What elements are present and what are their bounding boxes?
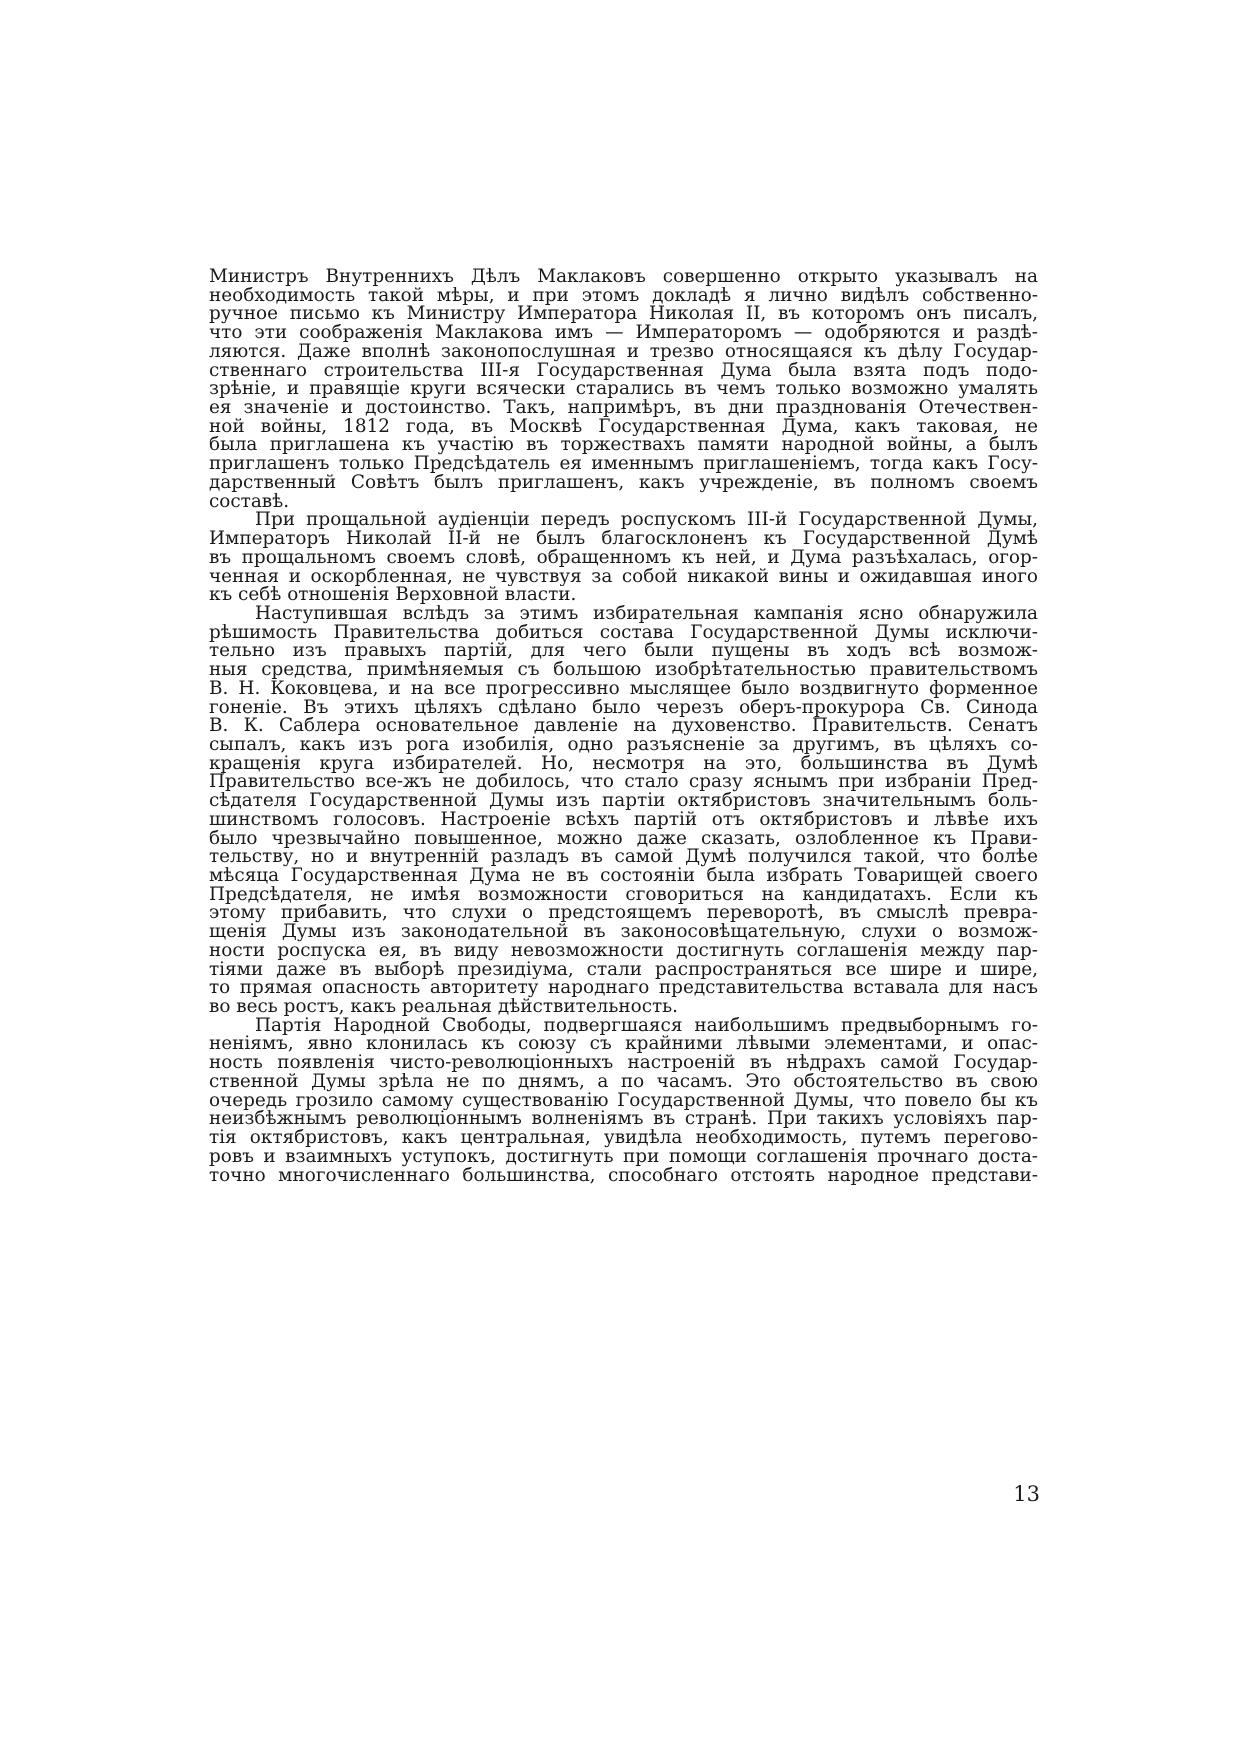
text-line: была приглашена къ участію въ торжествахъ памяти народной войны, а былъ: [209, 436, 1038, 456]
text-line: кращенія круга избирателей. Но, несмотря на это, большинства въ Думѣ: [209, 754, 1038, 774]
paragraph: [209, 511, 1038, 605]
text-line: Партія Народной Свободы, подвергшаяся наибольшимъ предвыборнымъ го-: [255, 1016, 1038, 1036]
text-line: Наступившая вслѣдъ за этимъ избирательная кампанія ясно обнаружила: [255, 604, 1038, 624]
text-line: щенія Думы изъ законодательной въ законосовѣщательную, слухи о возмож-: [209, 923, 1038, 942]
text-line: во весь ростъ, какъ реальная дѣйствительность.: [209, 998, 679, 1017]
text-line: рѣшимость Правительства добиться состава Государственной Думы исключи-: [209, 623, 1038, 643]
text-line: было чрезвычайно повышенное, можно даже сказать, озлобленное къ Прави-: [209, 829, 1038, 849]
text-line: что эти соображенія Маклакова имъ — Императоромъ — одобряются и раздѣ-: [209, 324, 1038, 343]
text-line: этому прибавить, что слухи о предстоящемъ переворотѣ, въ смыслѣ превра-: [209, 904, 1038, 924]
text-line: ручное письмо къ Министру Императора Николая II, въ которомъ онъ писалъ,: [209, 305, 1038, 325]
text-line: ной войны, 1812 года, въ Москвѣ Государственная Дума, какъ таковая, не: [209, 417, 1038, 437]
text-line: неніямъ, явно клонилась къ союзу съ крайними лѣвыми элементами, и опас-: [209, 1035, 1038, 1055]
text-line: гоненіе. Въ этихъ цѣляхъ сдѣлано было черезъ оберъ-прокурора Св. Синода: [209, 698, 1038, 718]
text-line: Министръ Внутреннихъ Дѣлъ Маклаковъ совершенно открыто указывалъ на: [209, 268, 1038, 287]
text-line: ея значеніе и достоинство. Такъ, напримѣръ, въ дни празднованія Отечествен-: [209, 399, 1038, 418]
text-line: При прощальной аудіенціи передъ роспускомъ III-й Государственной Думы,: [255, 511, 1038, 531]
text-line: неизбѣжнымъ революціоннымъ волненіямъ въ странѣ. При такихъ условіяхъ пар-: [209, 1110, 1038, 1130]
text-line: Императоръ Николай II-й не былъ благосклоненъ къ Государственной Думѣ: [209, 530, 1038, 549]
text-line: тельно изъ правыхъ партій, для чего были пущены въ ходъ всѣ возмож-: [209, 642, 1038, 662]
text-line: составѣ.: [209, 492, 290, 512]
text-line: приглашенъ только Предсѣдатель ея именнымъ приглашеніемъ, тогда какъ Госу-: [209, 455, 1038, 474]
text-line: точно многочисленнаго большинства, способнаго отстоять народное представи-: [209, 1166, 1038, 1186]
text-line: Правительство все-жъ не добилось, что стало сразу яснымъ при избраніи Пред-: [209, 773, 1038, 793]
text-line: дарственный Совѣтъ былъ приглашенъ, какъ учрежденіе, въ полномъ своемъ: [209, 473, 1038, 493]
text-line: ственнаго строительства III-я Государственная Дума была взята подъ подо-: [209, 361, 1038, 381]
text-line: къ себѣ отношенія Верховной власти.: [209, 586, 577, 605]
text-line: тія октябристовъ, какъ центральная, увидѣла необходимость, путемъ перегово-: [209, 1129, 1038, 1148]
text-line: мѣсяца Государственная Дума не въ состояніи была избрать Товарищей своего: [209, 867, 1038, 886]
text-line: ровъ и взаимныхъ уступокъ, достигнуть при помощи соглашенія прочнаго доста-: [209, 1147, 1038, 1167]
text-line: ныя средства, примѣняемыя съ большою изобрѣтательностью правительствомъ: [209, 661, 1038, 680]
text-line: шинствомъ голосовъ. Настроеніе всѣхъ партій отъ октябристовъ и лѣвѣе ихъ: [209, 810, 1038, 830]
text-line: тельству, но и внутренній разладъ въ самой Думѣ получился такой, что болѣе: [209, 848, 1038, 867]
text-line: ности роспуска ея, въ виду невозможности достигнуть соглашенія между пар-: [209, 941, 1038, 961]
text-line: сыпалъ, какъ изъ рога изобилія, одно разъясненіе за другимъ, въ цѣляхъ со-: [209, 735, 1038, 755]
text-line: ность появленія чисто-революціонныхъ настроеній въ нѣдрахъ самой Государ-: [209, 1054, 1038, 1073]
text-line: ченная и оскорбленная, не чувствуя за собой никакой вины и ожидавшая иного: [209, 567, 1038, 587]
text-line: ственной Думы зрѣла не по днямъ, а по часамъ. Это обстоятельство въ свою: [209, 1072, 1038, 1092]
text-line: то прямая опасность авторитету народнаго представительства вставала для насъ: [209, 979, 1038, 999]
paragraph: [209, 605, 1038, 1017]
text-line: необходимость такой мѣры, и при этомъ докладѣ я лично видѣлъ собственно-: [209, 286, 1038, 306]
text-line: въ прощальномъ своемъ словѣ, обращенномъ къ ней, и Дума разъѣхалась, огор-: [209, 548, 1038, 568]
paragraph: [209, 1017, 1038, 1185]
text-line: В. Н. Коковцева, и на все прогрессивно мыслящее было воздвигнуто форменное: [209, 679, 1038, 699]
text-line: Предсѣдателя, не имѣя возможности сговориться на кандидатахъ. Если къ: [209, 885, 1038, 905]
text-line: зрѣніе, и правящіе круги всячески старались въ чемъ только возможно умалять: [209, 380, 1038, 400]
text-line: В. К. Саблера основательное давленіе на духовенство. Правительств. Сенатъ: [209, 717, 1038, 736]
body-text: [209, 268, 1038, 1185]
text-line: очередь грозило самому существованію Государственной Думы, что повело бы къ: [209, 1091, 1038, 1111]
page-number: 13: [1013, 1482, 1040, 1506]
text-line: сѣдателя Государственной Думы изъ партіи октябристовъ значительнымъ боль-: [209, 792, 1038, 811]
paragraph: [209, 268, 1038, 511]
text-line: ляются. Даже вполнѣ законопослушная и трезво относящаяся къ дѣлу Государ-: [209, 342, 1038, 362]
text-line: тіями даже въ выборѣ президіума, стали распространяться все шире и шире,: [209, 960, 1038, 980]
